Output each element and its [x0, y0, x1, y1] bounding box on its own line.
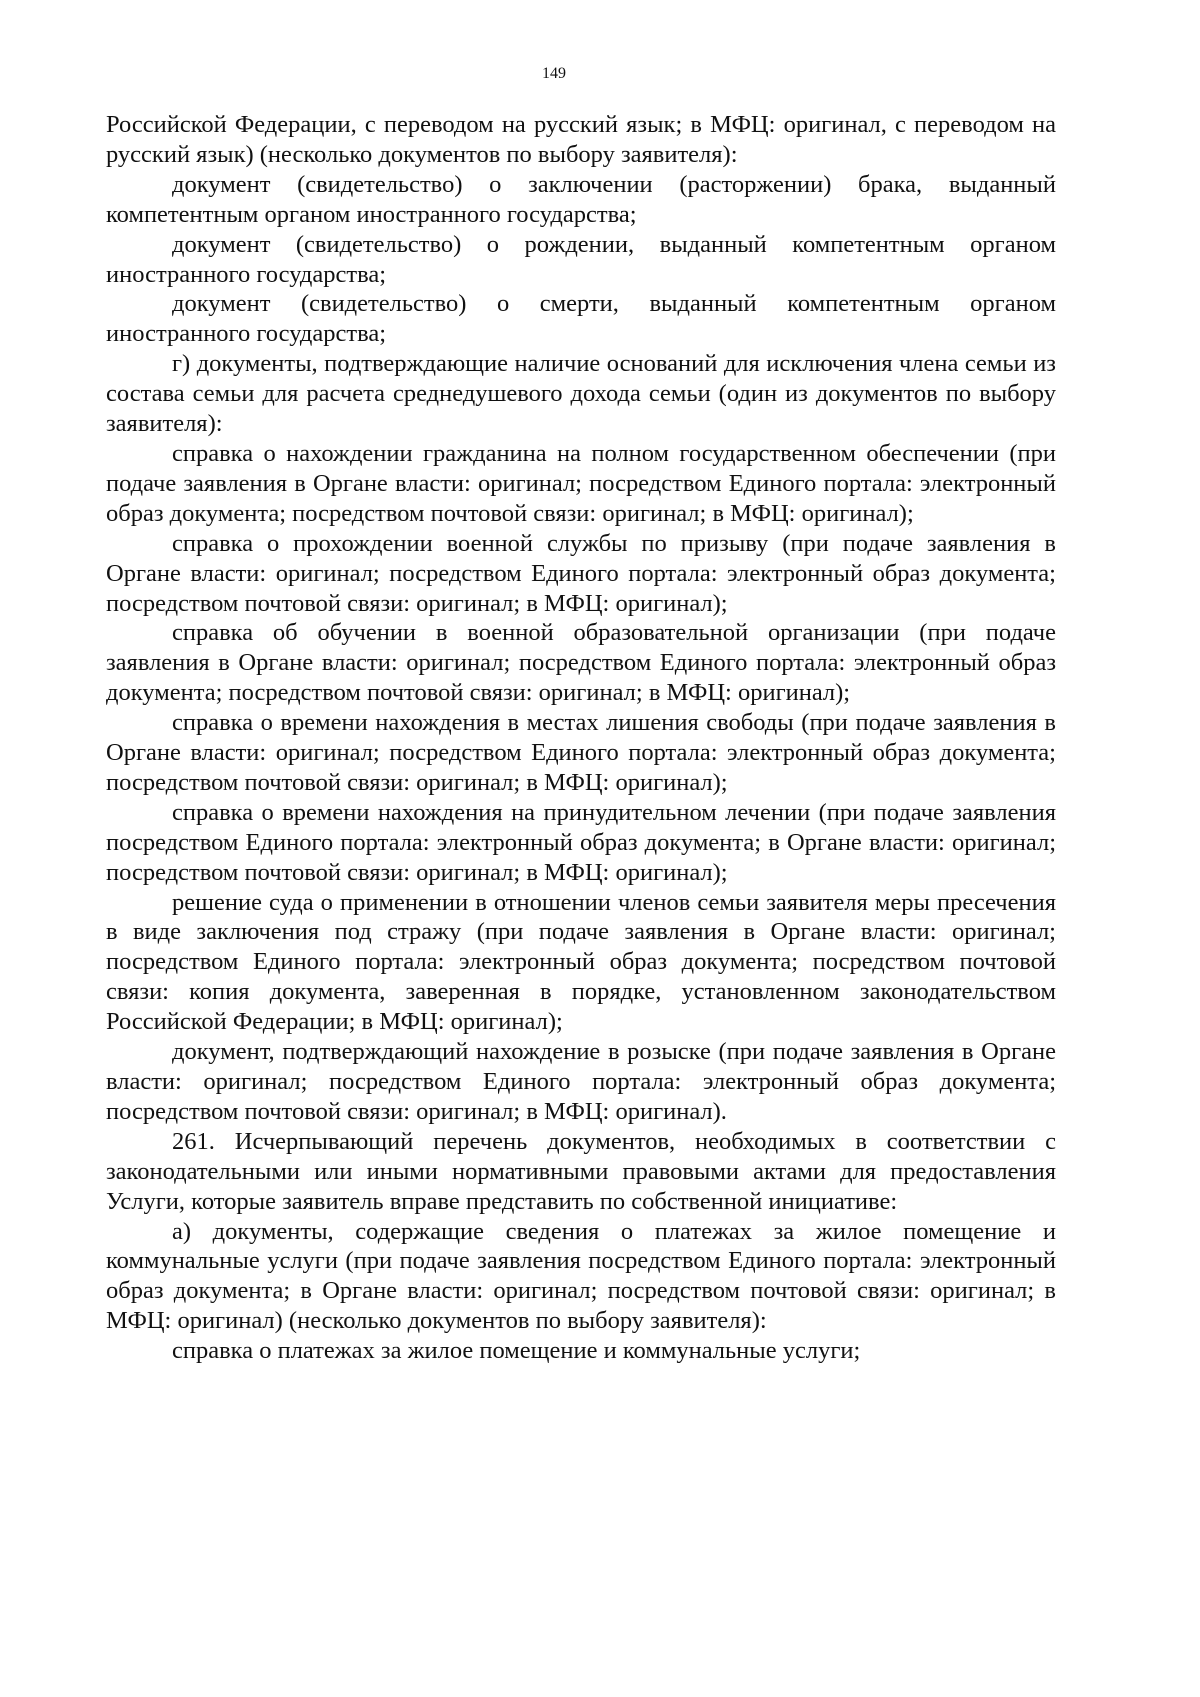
paragraph: Российской Федерации, с переводом на русский язык; в МФЦ: оригинал, с переводом на русский язык) (несколько документов по выбору заявителя):	[106, 111, 1056, 168]
paragraph: документ (свидетельство) о смерти, выданный компетентным органом иностранного государства;	[106, 290, 1056, 348]
paragraph: справка о времени нахождения на принудительном лечении (при подаче заявления посредством Единого портала: электронный образ документа; в Органе власти: оригинал; посредством почтовой связи: оригинал; в МФЦ: оригинал);	[106, 798, 1056, 886]
document-body	[106, 110, 1056, 1366]
paragraph: справка о времени нахождения в местах лишения свободы (при подаче заявления в Органе власти: оригинал; посредством Единого портала: электронный образ документа; посредством почтовой связи: оригинал; в МФЦ: оригинал);	[106, 709, 1056, 796]
paragraph: документ (свидетельство) о заключении (расторжении) брака, выданный компетентным органом иностранного государства;	[106, 170, 1056, 228]
paragraph: документ (свидетельство) о рождении, выданный компетентным органом иностранного государства;	[106, 230, 1056, 288]
paragraph: 261. Исчерпывающий перечень документов, необходимых в соответствии с законодательными или иными нормативными правовыми актами для предоставления Услуги, которые заявитель вправе представить по собственной инициативе:	[106, 1127, 1056, 1215]
paragraph: г) документы, подтверждающие наличие оснований для исключения члена семьи из состава семьи для расчета среднедушевого дохода семьи (один из документов по выбору заявителя):	[106, 350, 1056, 438]
paragraph: справка об обучении в военной образовательной организации (при подаче заявления в Органе власти: оригинал; посредством Единого портала: электронный образ документа; посредством почтовой связи: оригинал; в МФЦ: оригинал);	[106, 619, 1056, 707]
paragraph: справка о прохождении военной службы по призыву (при подаче заявления в Органе власти: оригинал; посредством Единого портала: электронный образ документа; посредством почтовой связи: оригинал; в МФЦ: оригинал);	[106, 529, 1056, 617]
paragraph: решение суда о применении в отношении членов семьи заявителя меры пресечения в виде заключения под стражу (при подаче заявления в Органе власти: оригинал; посредством Единого портала: электронный образ документа; посредством почтовой связи: копия документа, заверенная в порядке, установленном законодательством Российской Федерации; в МФЦ: оригинал);	[106, 888, 1056, 1036]
paragraph: а) документы, содержащие сведения о платежах за жилое помещение и коммунальные услуги (при подаче заявления посредством Единого портала: электронный образ документа; в Органе власти: оригинал; посредством почтовой связи: оригинал; в МФЦ: оригинал) (несколько документов по выбору заявителя):	[106, 1217, 1056, 1335]
paragraph: справка о платежах за жилое помещение и коммунальные услуги;	[172, 1337, 861, 1365]
page-number: 149	[542, 65, 566, 82]
paragraph: документ, подтверждающий нахождение в розыске (при подаче заявления в Органе власти: оригинал; посредством Единого портала: электронный образ документа; посредством почтовой связи: оригинал; в МФЦ: оригинал).	[106, 1038, 1056, 1125]
paragraph: справка о нахождении гражданина на полном государственном обеспечении (при подаче заявления в Органе власти: оригинал; посредством Единого портала: электронный образ документа; посредством почтовой связи: оригинал; в МФЦ: оригинал);	[106, 439, 1056, 527]
